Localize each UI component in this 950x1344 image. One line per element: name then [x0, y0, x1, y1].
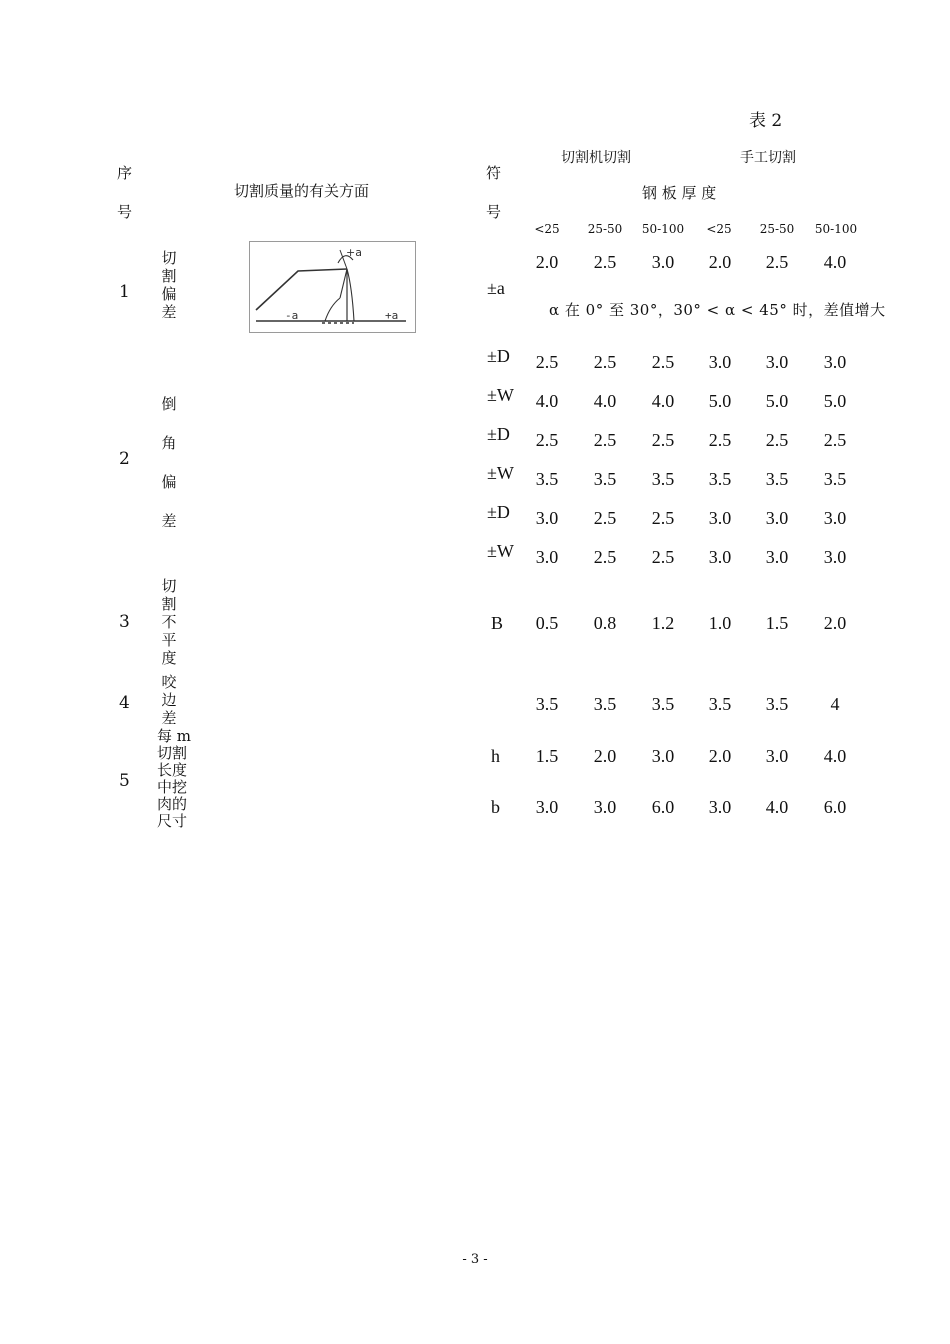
row-5a-value: 3.0 — [651, 746, 675, 766]
header-manual-cut: 手工切割 — [740, 150, 796, 166]
row-1-value: 2.5 — [765, 252, 789, 272]
row-2c-value: 2.5 — [823, 430, 847, 450]
thickness-range: 50-100 — [641, 222, 685, 236]
row-5b-value: 3.0 — [708, 797, 732, 817]
table-title: 表 2 — [749, 111, 783, 131]
row-3-value: 0.5 — [535, 613, 559, 633]
row-3-value: 1.2 — [651, 613, 675, 633]
row-1-value: 3.0 — [651, 252, 675, 272]
row-2f-value: 3.0 — [823, 547, 847, 567]
row-2a-value: 3.0 — [708, 352, 732, 372]
row-3-seq: 3 — [119, 612, 130, 632]
row-5b-value: 3.0 — [593, 797, 617, 817]
row-4-seq: 4 — [119, 693, 130, 713]
figure-label-minus: -a — [285, 309, 299, 322]
row-2c-value: 2.5 — [593, 430, 617, 450]
row-2e-symbol: ±D — [487, 502, 510, 522]
row-5a-value: 4.0 — [823, 746, 847, 766]
row-5b-value: 3.0 — [535, 797, 559, 817]
row-5a-value: 2.0 — [593, 746, 617, 766]
row-2a-value: 2.5 — [651, 352, 675, 372]
row-2b-value: 5.0 — [708, 391, 732, 411]
row-2e-value: 2.5 — [651, 508, 675, 528]
row-4-value: 3.5 — [765, 694, 789, 714]
row-2e-value: 3.0 — [765, 508, 789, 528]
row-2e-value: 2.5 — [593, 508, 617, 528]
row-4-value: 3.5 — [651, 694, 675, 714]
row-2b-value: 4.0 — [651, 391, 675, 411]
row-2d-value: 3.5 — [765, 469, 789, 489]
header-machine-cut: 切割机切割 — [561, 150, 631, 166]
row-2b-value: 4.0 — [593, 391, 617, 411]
row-5a-value: 1.5 — [535, 746, 559, 766]
header-seq-bottom: 号 — [117, 203, 133, 221]
row-5b-symbol: b — [491, 797, 500, 817]
row-1-value: 2.0 — [708, 252, 732, 272]
figure-label-plus: +a — [385, 309, 399, 322]
thickness-range: <25 — [706, 222, 732, 236]
row-5b-value: 6.0 — [651, 797, 675, 817]
row-5-aspect: 每 m 切割 长度 中挖 肉的 尺寸 — [157, 727, 191, 830]
row-2f-value: 3.0 — [765, 547, 789, 567]
row-2d-value: 3.5 — [823, 469, 847, 489]
row-5a-value: 2.0 — [708, 746, 732, 766]
thickness-range: <25 — [534, 222, 560, 236]
row-2d-symbol: ±W — [487, 463, 514, 483]
row-2f-value: 2.5 — [651, 547, 675, 567]
row-1-value: 2.5 — [593, 252, 617, 272]
row-5b-value: 6.0 — [823, 797, 847, 817]
row-2a-value: 3.0 — [823, 352, 847, 372]
row-2b-value: 5.0 — [765, 391, 789, 411]
row-4-value: 3.5 — [535, 694, 559, 714]
row-2b-symbol: ±W — [487, 385, 514, 405]
header-symbol-bottom: 号 — [486, 203, 502, 221]
row-2f-symbol: ±W — [487, 541, 514, 561]
row-2f-value: 3.0 — [535, 547, 559, 567]
row-4-value: 3.5 — [593, 694, 617, 714]
row-2d-value: 3.5 — [651, 469, 675, 489]
row-2c-value: 2.5 — [651, 430, 675, 450]
row-2a-symbol: ±D — [487, 346, 510, 366]
row-1-symbol: ±a — [487, 278, 505, 298]
row-2e-value: 3.0 — [535, 508, 559, 528]
row-5-seq: 5 — [119, 771, 130, 791]
row-4-aspect: 咬 边 差 — [161, 673, 177, 727]
thickness-range: 25-50 — [759, 222, 795, 236]
row-2-seq: 2 — [119, 449, 130, 469]
row-2a-value: 3.0 — [765, 352, 789, 372]
row-2b-value: 4.0 — [535, 391, 559, 411]
header-symbol-top: 符 — [486, 164, 502, 182]
figure-label-alpha: +a — [346, 246, 362, 259]
row-5a-symbol: h — [491, 746, 500, 766]
row-2a-value: 2.5 — [535, 352, 559, 372]
row-2d-value: 3.5 — [535, 469, 559, 489]
row-3-value: 1.5 — [765, 613, 789, 633]
thickness-range: 50-100 — [814, 222, 858, 236]
header-plate-thickness: 钢 板 厚 度 — [642, 184, 717, 202]
cut-deviation-diagram — [249, 241, 416, 333]
row-2d-value: 3.5 — [593, 469, 617, 489]
row-2e-value: 3.0 — [708, 508, 732, 528]
row-3-value: 1.0 — [708, 613, 732, 633]
row-4-value: 3.5 — [708, 694, 732, 714]
row-1-value: 4.0 — [823, 252, 847, 272]
row-2f-value: 3.0 — [708, 547, 732, 567]
page-number: - 3 - — [462, 1252, 488, 1267]
row-3-symbol: B — [491, 613, 504, 633]
row-2d-value: 3.5 — [708, 469, 732, 489]
row-1-aspect: 切 割 偏 差 — [161, 249, 177, 321]
row-4-value: 4 — [830, 694, 840, 714]
thickness-range: 25-50 — [587, 222, 623, 236]
row-2b-value: 5.0 — [823, 391, 847, 411]
header-aspect: 切割质量的有关方面 — [234, 182, 370, 200]
row-5a-value: 3.0 — [765, 746, 789, 766]
row-3-value: 2.0 — [823, 613, 847, 633]
row-2c-symbol: ±D — [487, 424, 510, 444]
header-seq-top: 序 — [117, 164, 133, 182]
row-2c-value: 2.5 — [765, 430, 789, 450]
row-2a-value: 2.5 — [593, 352, 617, 372]
row-2-aspect: 倒 角 偏 差 — [161, 395, 177, 530]
row-1-note: α 在 0° 至 30°，30° < α < 45° 时，差值增大 — [549, 301, 886, 319]
row-2c-value: 2.5 — [535, 430, 559, 450]
row-2e-value: 3.0 — [823, 508, 847, 528]
row-1-value: 2.0 — [535, 252, 559, 272]
row-1-seq: 1 — [119, 282, 130, 302]
row-5b-value: 4.0 — [765, 797, 789, 817]
row-2c-value: 2.5 — [708, 430, 732, 450]
row-3-value: 0.8 — [593, 613, 617, 633]
row-2f-value: 2.5 — [593, 547, 617, 567]
row-3-aspect: 切 割 不 平 度 — [161, 577, 177, 667]
